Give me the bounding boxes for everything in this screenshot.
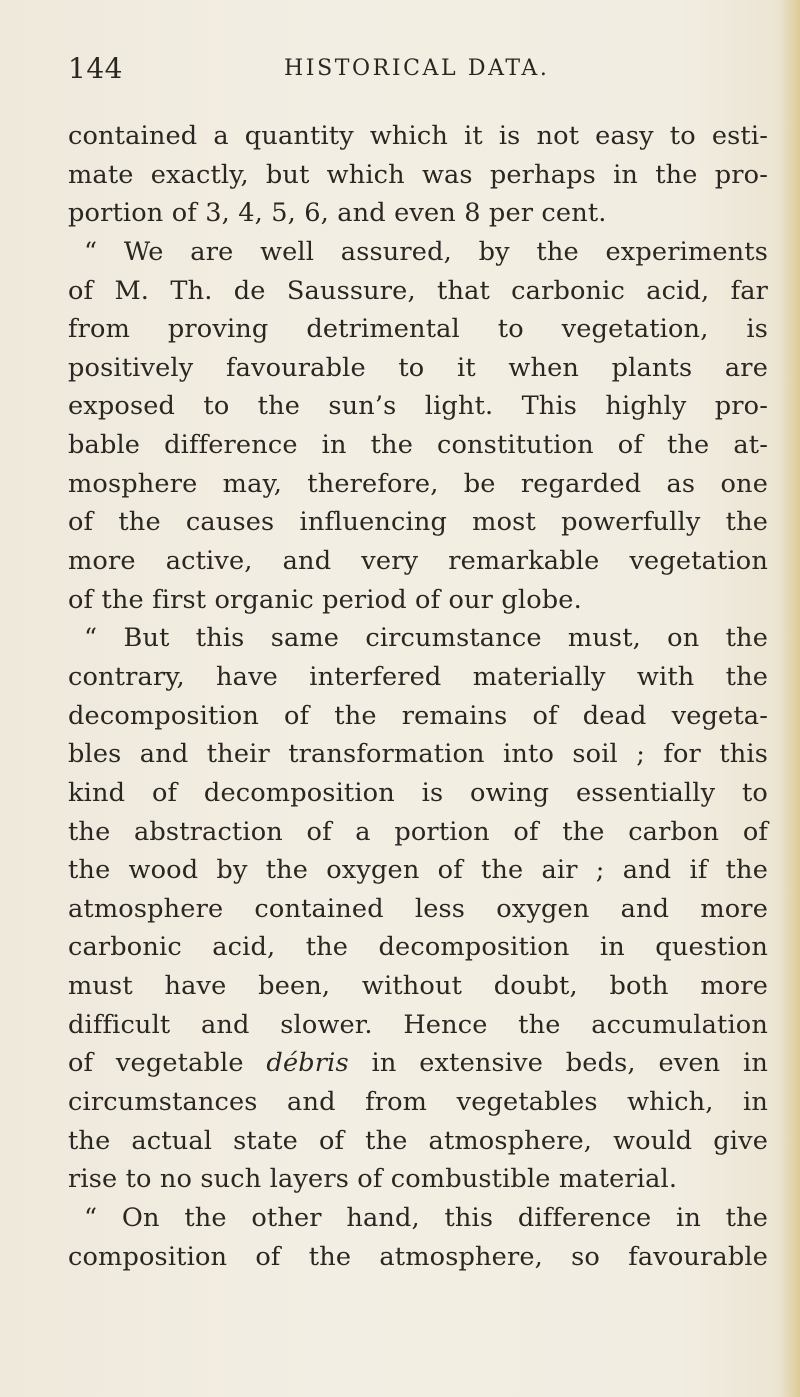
text-line: difficult and slower. Hence the accumulation: [68, 1009, 768, 1040]
text-line: must have been, without doubt, both more: [68, 971, 768, 1002]
page-edge-shadow: [782, 0, 800, 1397]
text-line: decomposition of the remains of dead vegeta-: [68, 700, 768, 731]
text-line: mate exactly, but which was perhaps in the pro-: [68, 159, 768, 190]
page-number: 144: [68, 52, 123, 85]
text-line: “ On the other hand, this difference in the: [84, 1202, 768, 1233]
text-line: carbonic acid, the decomposition in question: [68, 932, 768, 963]
text-line: [68, 1044, 768, 1083]
text-line: the abstraction of a portion of the carbon of: [68, 816, 768, 847]
text-line: exposed to the sun’s light. This highly pro-: [68, 391, 768, 422]
text-line: contained a quantity which it is not easy to esti-: [68, 121, 768, 151]
text-line: more active, and very remarkable vegetation: [68, 546, 768, 577]
text-segment: of vegetable: [68, 1048, 267, 1079]
text-line: mosphere may, therefore, be regarded as one: [68, 468, 768, 499]
italic-term: débris: [266, 1048, 349, 1079]
text-line: circumstances and from vegetables which, in: [68, 1087, 768, 1118]
text-line: of the causes influencing most powerfully the: [68, 507, 768, 538]
text-line: portion of 3, 4, 5, 6, and even 8 per cent.: [68, 198, 607, 229]
text-line: kind of decomposition is owing essentially to: [68, 777, 768, 808]
text-line: from proving detrimental to vegetation, is: [68, 314, 768, 345]
page-header: [68, 52, 773, 92]
text-line: contrary, have interfered materially with the: [68, 661, 768, 692]
text-line: of the first organic period of our globe.: [68, 584, 582, 615]
running-title: HISTORICAL DATA.: [284, 56, 550, 81]
text-line: composition of the atmosphere, so favourable: [68, 1241, 768, 1272]
text-segment: in extensive beds, even in: [348, 1048, 768, 1079]
text-line: rise to no such layers of combustible material.: [68, 1164, 678, 1195]
body-text: [68, 117, 768, 1276]
text-line: atmosphere contained less oxygen and more: [68, 893, 768, 924]
text-line: the actual state of the atmosphere, would give: [68, 1125, 768, 1156]
text-line: bable difference in the constitution of the at-: [68, 430, 768, 461]
text-line: positively favourable to it when plants are: [68, 352, 768, 383]
text-line: “ We are well assured, by the experiments: [84, 236, 768, 267]
text-line: bles and their transformation into soil ; for this: [68, 739, 768, 770]
text-line: of M. Th. de Saussure, that carbonic acid, far: [68, 275, 768, 306]
text-line: “ But this same circumstance must, on the: [84, 623, 768, 654]
text-line: the wood by the oxygen of the air ; and if the: [68, 855, 768, 886]
